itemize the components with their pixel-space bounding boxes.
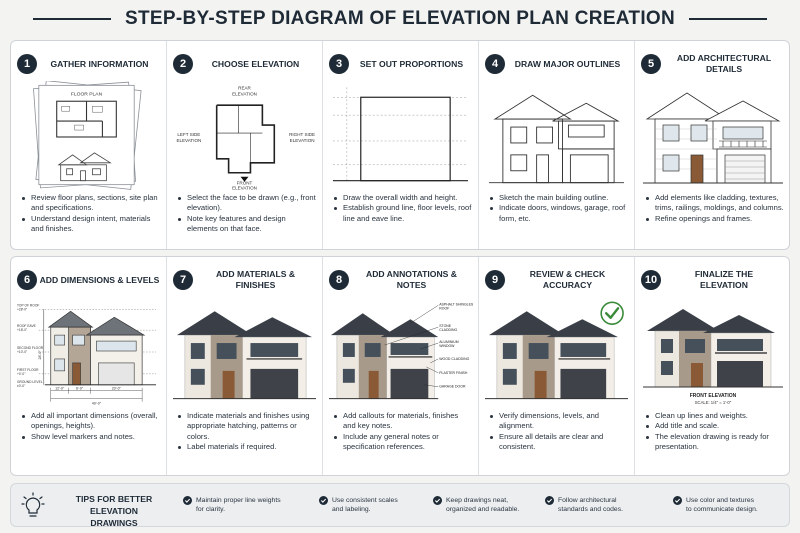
step-8-number: 8: [329, 270, 349, 290]
step-7-title: [193, 269, 318, 291]
step-6-bullet: Show level markers and notes.: [21, 432, 160, 442]
tip-text: standards and codes.: [558, 506, 623, 513]
step-5-figure: [639, 81, 787, 191]
step-9-title-line: REVIEW & CHECK: [529, 269, 606, 279]
step-3-bullet: Establish ground line, floor levels, roof line and eave line.: [333, 203, 472, 224]
step-7-bullets: [177, 411, 316, 453]
level-value: +10'-0": [16, 349, 28, 354]
rendered-house-illustration: [171, 297, 318, 407]
step-3-card: [323, 41, 479, 249]
step-10-number: 10: [641, 270, 661, 290]
level-value: ±0'-0": [16, 383, 26, 388]
rear-label-2: ELEVATION: [232, 91, 257, 97]
drawing-scale: SCALE: 1/4" = 1'-0": [694, 400, 732, 405]
step-9-title: [505, 269, 630, 291]
check-circle-icon: [545, 496, 554, 505]
level-label: ROOF EAVE: [16, 324, 36, 329]
page-title: STEP-BY-STEP DIAGRAM OF ELEVATION PLAN CREATION: [125, 8, 675, 29]
tip-item: [545, 496, 623, 514]
level-value: +18'-0": [16, 328, 28, 333]
tips-title-line: TIPS FOR BETTER ELEVATION: [75, 494, 153, 516]
step-10-header: [641, 265, 787, 295]
step-1-bullet: Review floor plans, sections, site plan and specifications.: [21, 193, 160, 214]
tips-title-line: DRAWINGS: [90, 518, 138, 528]
step-2-bullet: Note key features and design elements on that face.: [177, 214, 316, 235]
step-5-number: 5: [641, 54, 661, 74]
callout-label: CLADDING: [439, 328, 458, 333]
width-dimension: 12'-0": [55, 386, 65, 391]
callout-label: STONE: [439, 324, 452, 329]
step-3-number: 3: [329, 54, 349, 74]
step-2-figure: [171, 81, 318, 191]
tip-text: Use color and textures: [686, 497, 755, 504]
step-6-bullets: [21, 411, 160, 442]
step-4-bullet: Sketch the main building outline.: [489, 193, 628, 203]
front-label-2: ELEVATION: [232, 185, 257, 191]
step-6-header: [17, 265, 162, 295]
step-4-figure: [483, 81, 630, 191]
step-8-figure: [327, 297, 474, 407]
tip-text: Use consistent scales: [332, 497, 398, 504]
callout-label: PLASTER FINISH: [439, 370, 468, 375]
tip-text: and labeling.: [332, 506, 371, 513]
step-4-header: [485, 49, 630, 79]
tip-item: [319, 496, 398, 514]
step-2-number: 2: [173, 54, 193, 74]
check-circle-icon: [433, 496, 442, 505]
level-label: GROUND LEVEL: [16, 379, 43, 384]
step-6-card: [11, 257, 167, 475]
title-rule-left: [33, 18, 111, 20]
step-7-number: 7: [173, 270, 193, 290]
step-9-bullets: [489, 411, 628, 453]
step-4-number: 4: [485, 54, 505, 74]
step-8-bullet: Add callouts for materials, finishes and key notes.: [333, 411, 472, 432]
callout-label: ASPHALT SHINGLES: [439, 302, 474, 307]
step-4-bullets: [489, 193, 628, 224]
callout-label: WINDOW: [439, 344, 455, 349]
step-6-title: ADD DIMENSIONS & LEVELS: [39, 274, 160, 285]
tip-text: Follow architectural: [558, 497, 617, 504]
step-1-figure: [15, 81, 162, 191]
step-9-title-line: ACCURACY: [542, 280, 593, 290]
tip-text: organized and readable.: [446, 506, 520, 513]
check-circle-icon: [183, 496, 192, 505]
step-9-number: 9: [485, 270, 505, 290]
step-4-bullet: Indicate doors, windows, garage, roof form, etc.: [489, 203, 628, 224]
step-7-title-line: FINISHES: [235, 280, 276, 290]
tip-item: [183, 496, 281, 514]
step-10-bullets: [645, 411, 785, 453]
step-8-title: [349, 269, 474, 291]
width-dimension: 20'-0": [111, 386, 121, 391]
step-10-title-line: ELEVATION: [700, 280, 748, 290]
step-5-header: [641, 49, 787, 79]
callout-label: GARAGE DOOR: [439, 384, 466, 389]
step-9-card: [479, 257, 635, 475]
height-dimension: 28'-0": [37, 350, 42, 360]
step-5-bullet: Add elements like cladding, textures, trims, railings, moldings, and columns.: [645, 193, 785, 214]
check-circle-icon: [319, 496, 328, 505]
dimensioned-house-illustration: [15, 297, 162, 407]
elevation-choice-illustration: [171, 81, 318, 191]
step-1-bullet: Understand design intent, materials and finishes.: [21, 214, 160, 235]
right-label-1: RIGHT SIDE: [289, 132, 316, 137]
rear-label-1: REAR: [238, 85, 251, 91]
stacked-drawings-illustration: [15, 81, 162, 191]
level-value: +0'-0": [16, 371, 26, 376]
step-10-bullet: Add title and scale.: [645, 421, 785, 431]
step-6-figure: [15, 297, 162, 407]
step-7-card: [167, 257, 323, 475]
step-6-bullet: Add all important dimensions (overall, openings, heights).: [21, 411, 160, 432]
annotated-house-illustration: [327, 297, 474, 407]
step-5-bullets: [645, 193, 785, 224]
step-5-title: [661, 53, 787, 75]
left-label-2: ELEVATION: [176, 137, 202, 143]
width-dimension: 6'-0": [76, 386, 84, 391]
level-label: SECOND FLOOR: [16, 346, 44, 351]
step-10-figure: [639, 297, 787, 407]
step-7-figure: [171, 297, 318, 407]
detailed-house-illustration: [639, 81, 787, 191]
step-3-header: [329, 49, 474, 79]
step-5-card: [635, 41, 791, 249]
step-8-card: [323, 257, 479, 475]
checked-house-illustration: [483, 297, 630, 407]
level-label: TOP OF ROOF: [16, 303, 40, 308]
overall-dimension: 40'-0": [91, 401, 101, 406]
checkmark-icon: [601, 302, 623, 324]
step-7-bullet: Label materials if required.: [177, 442, 316, 452]
right-label-2: ELEVATION: [289, 137, 315, 143]
floor-plan-label: FLOOR PLAN: [70, 92, 103, 98]
drawing-title: FRONT ELEVATION: [689, 393, 737, 399]
step-3-figure: [327, 81, 474, 191]
step-7-bullet: Indicate materials and finishes using appropriate hatching, patterns or colors.: [177, 411, 316, 442]
level-value: +28'-0": [16, 307, 28, 312]
title-bar: [0, 6, 800, 32]
tip-text: for clarity.: [196, 506, 225, 513]
callout-label: ROOF: [439, 306, 450, 311]
tip-text: Keep drawings neat,: [446, 497, 508, 504]
step-10-bullet: The elevation drawing is ready for presentation.: [645, 432, 785, 453]
step-1-number: 1: [17, 54, 37, 74]
step-1-header: [17, 49, 162, 79]
step-8-title-line: ADD ANNOTATIONS &: [365, 269, 458, 279]
callout-label: ALUMINIUM: [439, 340, 459, 345]
step-9-bullet: Verify dimensions, levels, and alignment.: [489, 411, 628, 432]
steps-row-2: [10, 256, 790, 476]
step-3-bullets: [333, 193, 472, 224]
left-label-1: LEFT SIDE: [177, 132, 201, 137]
steps-row-1: [10, 40, 790, 250]
step-10-card: [635, 257, 791, 475]
step-3-bullet: Draw the overall width and height.: [333, 193, 472, 203]
step-2-bullets: [177, 193, 316, 235]
step-2-bullet: Select the face to be drawn (e.g., front elevation).: [177, 193, 316, 214]
tip-item: [673, 496, 758, 514]
step-8-header: [329, 265, 474, 295]
tips-title: [55, 493, 173, 529]
step-3-title: SET OUT PROPORTIONS: [359, 58, 464, 69]
step-10-title-line: FINALIZE THE: [694, 269, 754, 279]
step-7-header: [173, 265, 318, 295]
step-1-title: GATHER INFORMATION: [50, 58, 149, 69]
step-5-bullet: Refine openings and frames.: [645, 214, 785, 224]
step-2-title: CHOOSE ELEVATION: [211, 58, 300, 69]
step-2-card: [167, 41, 323, 249]
lightbulb-icon: [21, 492, 45, 520]
step-10-title: [661, 269, 787, 291]
title-rule-right: [689, 18, 767, 20]
step-1-bullets: [21, 193, 160, 235]
step-4-card: [479, 41, 635, 249]
front-label-1: FRONT: [236, 180, 253, 186]
outline-house-illustration: [483, 81, 630, 191]
step-8-bullets: [333, 411, 472, 453]
step-8-title-line: NOTES: [396, 280, 427, 290]
step-9-header: [485, 265, 630, 295]
step-2-header: [173, 49, 318, 79]
tip-text: Maintain proper line weights: [196, 497, 281, 504]
step-5-title-line: ADD ARCHITECTURAL: [676, 53, 772, 63]
step-4-title: DRAW MAJOR OUTLINES: [514, 58, 621, 69]
step-6-number: 6: [17, 270, 37, 290]
tips-bar: [10, 483, 790, 527]
tip-text: to communicate design.: [686, 506, 758, 513]
step-9-bullet: Ensure all details are clear and consistent.: [489, 432, 628, 453]
callout-label: WOOD CLADDING: [439, 356, 470, 361]
step-7-title-line: ADD MATERIALS &: [215, 269, 296, 279]
step-8-bullet: Include any general notes or specification references.: [333, 432, 472, 453]
step-10-bullet: Clean up lines and weights.: [645, 411, 785, 421]
level-label: FIRST FLOOR: [16, 367, 39, 372]
proportions-illustration: [327, 81, 474, 191]
step-5-title-line: DETAILS: [705, 64, 743, 74]
step-9-figure: [483, 297, 630, 407]
final-house-illustration: [639, 297, 787, 407]
tip-item: [433, 496, 519, 514]
step-1-card: [11, 41, 167, 249]
check-circle-icon: [673, 496, 682, 505]
